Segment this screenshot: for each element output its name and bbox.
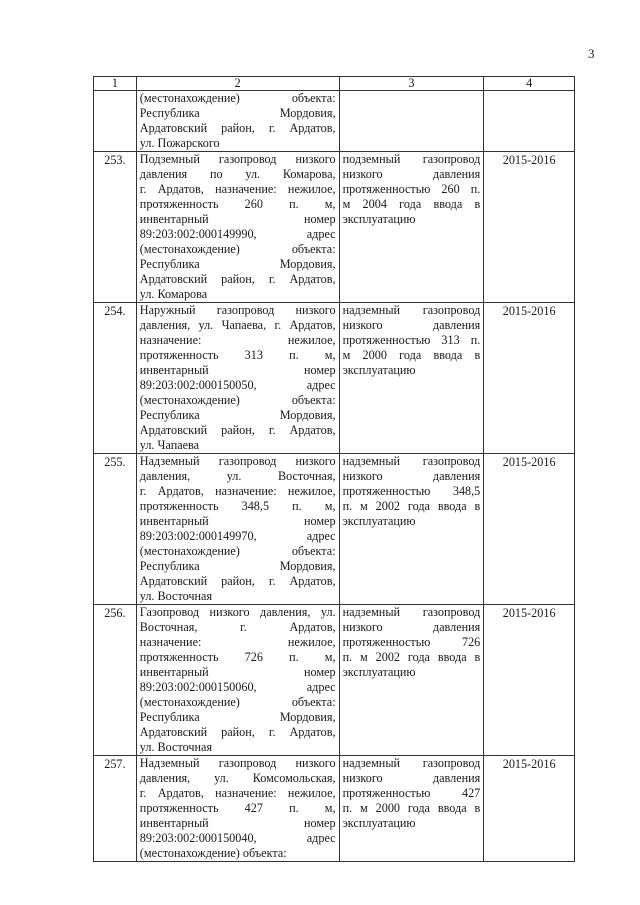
object-line: ул. Восточная bbox=[139, 740, 213, 754]
characteristics-line: протяженностью 260 п. bbox=[342, 182, 481, 196]
characteristics-cell bbox=[339, 454, 484, 605]
characteristics-line: м 2000 года ввода в bbox=[342, 348, 481, 362]
object-line: (местонахождение) объекта: bbox=[139, 695, 336, 709]
characteristics-line: эксплуатацию bbox=[342, 212, 416, 226]
col-header-4: 4 bbox=[484, 77, 575, 91]
object-line: инвентарный номер bbox=[139, 212, 336, 226]
object-line: инвентарный номер bbox=[139, 514, 336, 528]
row-number: 254. bbox=[104, 304, 126, 318]
object-description-cell bbox=[136, 605, 339, 756]
object-line: ул. Комарова bbox=[139, 287, 208, 301]
col-header-1: 1 bbox=[94, 77, 137, 91]
characteristics-line: низкого давления bbox=[342, 620, 481, 634]
table-header-row bbox=[94, 77, 575, 91]
object-description-cell bbox=[136, 756, 339, 862]
object-line: ул. Восточная bbox=[139, 589, 213, 603]
object-description-cell bbox=[136, 303, 339, 454]
characteristics-line: эксплуатацию bbox=[342, 363, 416, 377]
object-line: 89:203:002:000150060, адрес bbox=[139, 680, 336, 694]
period-value: 2015-2016 bbox=[502, 757, 556, 771]
period-cell bbox=[484, 454, 575, 605]
col-header-2: 2 bbox=[136, 77, 339, 91]
object-line: г. Ардатов, назначение: нежилое, bbox=[139, 484, 336, 498]
object-line: 89:203:002:000149990, адрес bbox=[139, 227, 336, 241]
period-cell bbox=[484, 756, 575, 862]
characteristics-cell bbox=[339, 303, 484, 454]
period-cell bbox=[484, 91, 575, 152]
characteristics-line: низкого давления bbox=[342, 771, 481, 785]
period-cell bbox=[484, 605, 575, 756]
table-row bbox=[94, 454, 575, 605]
object-description-cell bbox=[136, 152, 339, 303]
object-line: протяженность 348,5 п. м, bbox=[139, 499, 336, 513]
characteristics-line: низкого давления bbox=[342, 469, 481, 483]
characteristics-line: надземный газопровод bbox=[342, 756, 481, 770]
period-value: 2015-2016 bbox=[502, 606, 556, 620]
object-line: Республика Мордовия, bbox=[139, 559, 336, 573]
object-line: назначение: нежилое, bbox=[139, 333, 336, 347]
object-line: протяженность 313 п. м, bbox=[139, 348, 336, 362]
table-row bbox=[94, 91, 575, 152]
characteristics-line: п. м 2002 года ввода в bbox=[342, 499, 481, 513]
characteristics-line: низкого давления bbox=[342, 167, 481, 181]
object-line: протяженность 427 п. м, bbox=[139, 801, 336, 815]
characteristics-line: эксплуатацию bbox=[342, 665, 416, 679]
object-line: Ардатовский район, г. Ардатов, bbox=[139, 121, 336, 135]
object-line: Подземный газопровод низкого bbox=[139, 152, 336, 166]
object-line: Ардатовский район, г. Ардатов, bbox=[139, 574, 336, 588]
object-line: (местонахождение) объекта: bbox=[139, 242, 336, 256]
object-line: давления, ул. Чапаева, г. Ардатов, bbox=[139, 318, 336, 332]
row-number-cell bbox=[94, 152, 137, 303]
period-cell bbox=[484, 303, 575, 454]
table-row bbox=[94, 605, 575, 756]
object-line: протяженность 726 п. м, bbox=[139, 650, 336, 664]
col-header-3: 3 bbox=[339, 77, 484, 91]
object-line: (местонахождение) объекта: bbox=[139, 544, 336, 558]
table-row bbox=[94, 756, 575, 862]
object-line: Восточная, г. Ардатов, bbox=[139, 620, 336, 634]
characteristics-line: протяженностью 427 bbox=[342, 786, 481, 800]
characteristics-line: низкого давления bbox=[342, 318, 481, 332]
characteristics-line: м 2004 года ввода в bbox=[342, 197, 481, 211]
row-number: 256. bbox=[104, 606, 126, 620]
row-number: 257. bbox=[104, 757, 126, 771]
characteristics-cell bbox=[339, 756, 484, 862]
object-line: Ардатовский район, г. Ардатов, bbox=[139, 423, 336, 437]
row-number-cell bbox=[94, 756, 137, 862]
characteristics-cell bbox=[339, 605, 484, 756]
row-number-cell bbox=[94, 605, 137, 756]
object-line: (местонахождение) объекта: bbox=[139, 91, 336, 105]
characteristics-line: протяженностью 313 п. bbox=[342, 333, 481, 347]
object-line: протяженность 260 п. м, bbox=[139, 197, 336, 211]
characteristics-line: подземный газопровод bbox=[342, 152, 481, 166]
object-line: инвентарный номер bbox=[139, 363, 336, 377]
object-line: назначение: нежилое, bbox=[139, 635, 336, 649]
characteristics-line: эксплуатацию bbox=[342, 816, 416, 830]
characteristics-cell bbox=[339, 91, 484, 152]
characteristics-line: надземный газопровод bbox=[342, 303, 481, 317]
object-line: Газопровод низкого давления, ул. bbox=[139, 605, 336, 619]
object-description-cell bbox=[136, 91, 339, 152]
object-line: Ардатовский район, г. Ардатов, bbox=[139, 272, 336, 286]
characteristics-line: надземный газопровод bbox=[342, 454, 481, 468]
object-line: давления, ул. Восточная, bbox=[139, 469, 336, 483]
period-value: 2015-2016 bbox=[502, 304, 556, 318]
object-line: Республика Мордовия, bbox=[139, 408, 336, 422]
object-line: Республика Мордовия, bbox=[139, 710, 336, 724]
characteristics-line: п. м 2000 года ввода в bbox=[342, 801, 481, 815]
object-line: г. Ардатов, назначение: нежилое, bbox=[139, 786, 336, 800]
characteristics-line: надземный газопровод bbox=[342, 605, 481, 619]
table-body bbox=[94, 91, 575, 862]
period-value bbox=[487, 91, 571, 92]
table-row bbox=[94, 152, 575, 303]
characteristics-cell bbox=[339, 152, 484, 303]
object-line: 89:203:002:000150040, адрес bbox=[139, 831, 336, 845]
period-cell bbox=[484, 152, 575, 303]
object-line: (местонахождение) объекта: bbox=[139, 846, 287, 860]
object-line: Наружный газопровод низкого bbox=[139, 303, 336, 317]
period-value: 2015-2016 bbox=[502, 153, 556, 167]
object-line: Надземный газопровод низкого bbox=[139, 454, 336, 468]
period-value: 2015-2016 bbox=[502, 455, 556, 469]
object-description-cell bbox=[136, 454, 339, 605]
row-number: 255. bbox=[104, 455, 126, 469]
object-line: 89:203:002:000150050, адрес bbox=[139, 378, 336, 392]
object-line: давления, ул. Комсомольская, bbox=[139, 771, 336, 785]
characteristics-line: протяженностью 348,5 bbox=[342, 484, 481, 498]
characteristics-line: эксплуатацию bbox=[342, 514, 416, 528]
object-line: Ардатовский район, г. Ардатов, bbox=[139, 725, 336, 739]
object-line: 89:203:002:000149970, адрес bbox=[139, 529, 336, 543]
object-line: Республика Мордовия, bbox=[139, 106, 336, 120]
characteristics-line: протяженностью 726 bbox=[342, 635, 481, 649]
object-line: инвентарный номер bbox=[139, 665, 336, 679]
object-line: (местонахождение) объекта: bbox=[139, 393, 336, 407]
object-line: инвентарный номер bbox=[139, 816, 336, 830]
row-number: 253. bbox=[104, 153, 126, 167]
row-number-cell bbox=[94, 91, 137, 152]
page-number: 3 bbox=[588, 46, 595, 61]
characteristics-line: п. м 2002 года ввода в bbox=[342, 650, 481, 664]
row-number-cell bbox=[94, 454, 137, 605]
object-line: ул. Пожарского bbox=[139, 136, 220, 150]
object-line: Надземный газопровод низкого bbox=[139, 756, 336, 770]
row-number bbox=[97, 91, 133, 92]
object-line: г. Ардатов, назначение: нежилое, bbox=[139, 182, 336, 196]
object-line: ул. Чапаева bbox=[139, 438, 200, 452]
row-number-cell bbox=[94, 303, 137, 454]
object-line: Республика Мордовия, bbox=[139, 257, 336, 271]
property-table bbox=[93, 76, 575, 862]
table-row bbox=[94, 303, 575, 454]
object-line: давления по ул. Комарова, bbox=[139, 167, 336, 181]
